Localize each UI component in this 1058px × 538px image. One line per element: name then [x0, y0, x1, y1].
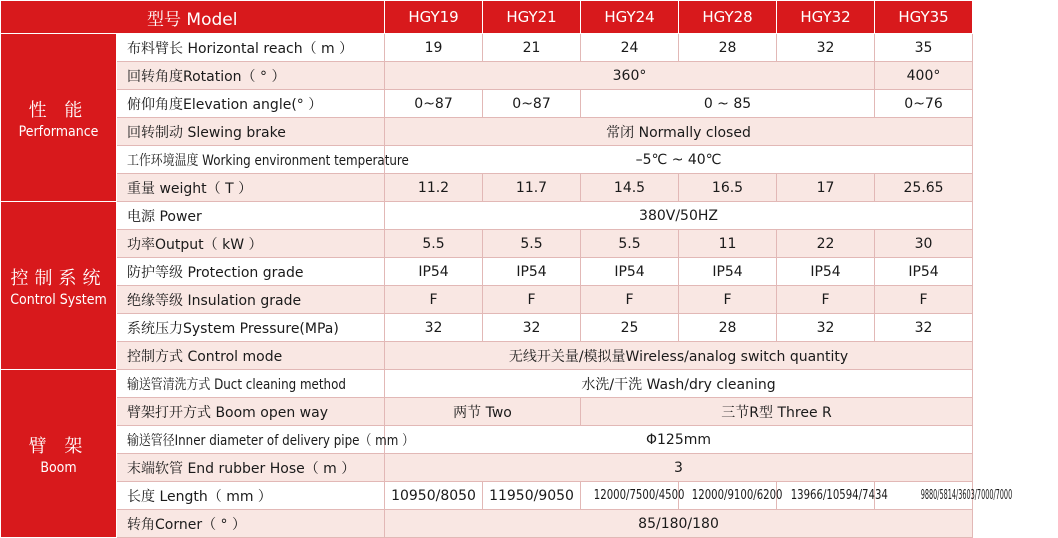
value-text: 13966/10594/7434	[790, 488, 888, 503]
value-cell: F	[777, 286, 875, 314]
model-hgy32: HGY32	[777, 1, 875, 34]
value-cell: 360°	[385, 62, 875, 90]
value-cell: 400°	[875, 62, 973, 90]
value-cell: 32	[483, 314, 581, 342]
param-label: 俯仰角度Elevation angle(° ）	[117, 90, 385, 118]
value-cell: 0~87	[385, 90, 483, 118]
param-label	[117, 426, 415, 454]
value-cell: 25.65	[875, 174, 973, 202]
value-cell: F	[581, 286, 679, 314]
value-cell: 22	[777, 230, 875, 258]
value-cell: 0 ~ 85	[581, 90, 875, 118]
value-cell: 32	[777, 314, 875, 342]
param-label: 末端软管 End rubber Hose（ m ）	[117, 454, 385, 482]
value-cell	[777, 482, 888, 510]
value-cell: F	[875, 286, 973, 314]
value-cell: 24	[581, 34, 679, 62]
param-label: 转角Corner（ ° ）	[117, 510, 385, 538]
param-label: 控制方式 Control mode	[117, 342, 385, 370]
param-label	[117, 146, 409, 174]
value-cell: 85/180/180	[385, 510, 973, 538]
param-label: 电源 Power	[117, 202, 385, 230]
value-cell: 11.7	[483, 174, 581, 202]
value-cell: 11950/9050	[483, 482, 581, 510]
group-boom-cn: 臂 架	[28, 435, 89, 457]
value-cell: IP54	[581, 258, 679, 286]
row-power	[1, 202, 973, 230]
value-cell: 32	[875, 314, 973, 342]
param-label: 回转制动 Slewing brake	[117, 118, 385, 146]
value-cell: F	[679, 286, 777, 314]
param-label: 长度 Length（ mm ）	[117, 482, 385, 510]
row-output	[1, 230, 973, 258]
header-row	[1, 1, 973, 34]
model-hgy28: HGY28	[679, 1, 777, 34]
value-cell: 0~87	[483, 90, 581, 118]
param-label: 回转角度Rotation（ ° ）	[117, 62, 385, 90]
row-insulation-grade	[1, 286, 973, 314]
value-cell: 11	[679, 230, 777, 258]
value-cell: F	[483, 286, 581, 314]
value-cell: 25	[581, 314, 679, 342]
value-cell: 21	[483, 34, 581, 62]
value-cell: 5.5	[483, 230, 581, 258]
value-cell: 两节 Two	[385, 398, 581, 426]
value-text: 12000/9100/6200	[691, 488, 783, 503]
row-duct-cleaning	[1, 370, 973, 398]
model-hgy21: HGY21	[483, 1, 581, 34]
value-cell: IP54	[385, 258, 483, 286]
row-control-mode	[1, 342, 973, 370]
row-protection-grade	[1, 258, 973, 286]
value-cell: 5.5	[385, 230, 483, 258]
row-system-pressure	[1, 314, 973, 342]
value-cell	[581, 482, 685, 510]
value-cell: IP54	[875, 258, 973, 286]
value-cell: 28	[679, 314, 777, 342]
value-cell: 32	[385, 314, 483, 342]
param-label: 臂架打开方式 Boom open way	[117, 398, 385, 426]
param-label: 系统压力System Pressure(MPa)	[117, 314, 385, 342]
value-cell: 30	[875, 230, 973, 258]
group-performance-en: Performance	[18, 123, 99, 140]
param-label: 绝缘等级 Insulation grade	[117, 286, 385, 314]
param-label	[117, 370, 385, 398]
value-cell	[679, 482, 783, 510]
value-cell: 28	[679, 34, 777, 62]
value-cell: Φ125mm	[385, 426, 973, 454]
value-cell: 三节R型 Three R	[581, 398, 973, 426]
group-control-cn: 控制系统	[10, 267, 107, 289]
param-label-text: 输送管清洗方式 Duct cleaning method	[127, 376, 346, 393]
row-end-rubber-hose	[1, 454, 973, 482]
group-performance	[1, 34, 117, 202]
value-cell: 35	[875, 34, 973, 62]
param-label: 重量 weight（ T ）	[117, 174, 385, 202]
value-cell: 19	[385, 34, 483, 62]
value-cell: IP54	[483, 258, 581, 286]
param-label-text: 工作环境温度 Working environment temperature	[127, 152, 409, 169]
model-hgy24: HGY24	[581, 1, 679, 34]
row-weight	[1, 174, 973, 202]
row-working-temperature	[1, 146, 973, 174]
group-performance-cn: 性 能	[28, 99, 89, 121]
value-cell: 3	[385, 454, 973, 482]
row-elevation-angle	[1, 90, 973, 118]
value-cell: 常闭 Normally closed	[385, 118, 973, 146]
row-delivery-pipe	[1, 426, 973, 454]
row-slewing-brake	[1, 118, 973, 146]
model-hgy35: HGY35	[875, 1, 973, 34]
group-boom	[1, 370, 117, 538]
value-cell	[875, 482, 1013, 510]
value-cell: IP54	[777, 258, 875, 286]
param-label: 布料臂长 Horizontal reach（ m ）	[117, 34, 385, 62]
value-cell: 11.2	[385, 174, 483, 202]
group-control-en: Control System	[10, 291, 107, 308]
value-text: 12000/7500/4500	[593, 488, 685, 503]
value-text: 9880/5814/3603/7000/7000	[920, 488, 1013, 503]
param-label: 功率Output（ kW ）	[117, 230, 385, 258]
value-cell: 14.5	[581, 174, 679, 202]
value-cell: F	[385, 286, 483, 314]
value-cell: 水洗/干洗 Wash/dry cleaning	[385, 370, 973, 398]
value-cell: 380V/50HZ	[385, 202, 973, 230]
value-cell: 17	[777, 174, 875, 202]
row-rotation	[1, 62, 973, 90]
row-corner	[1, 510, 973, 538]
value-cell: 无线开关量/模拟量Wireless/analog switch quantity	[385, 342, 973, 370]
value-cell: 5.5	[581, 230, 679, 258]
value-cell: 32	[777, 34, 875, 62]
value-cell: 0~76	[875, 90, 973, 118]
value-cell: 16.5	[679, 174, 777, 202]
value-cell: IP54	[679, 258, 777, 286]
param-label-text: 输送管径Inner diameter of delivery pipe（ mm ）	[127, 432, 415, 449]
model-header: 型号 Model	[1, 1, 385, 34]
model-hgy19: HGY19	[385, 1, 483, 34]
row-length	[1, 482, 973, 510]
value-cell: –5℃ ~ 40℃	[385, 146, 973, 174]
row-boom-open-way	[1, 398, 973, 426]
group-control-system	[1, 202, 117, 370]
value-cell: 10950/8050	[385, 482, 483, 510]
group-boom-en: Boom	[40, 459, 77, 476]
row-horizontal-reach	[1, 34, 973, 62]
param-label: 防护等级 Protection grade	[117, 258, 385, 286]
